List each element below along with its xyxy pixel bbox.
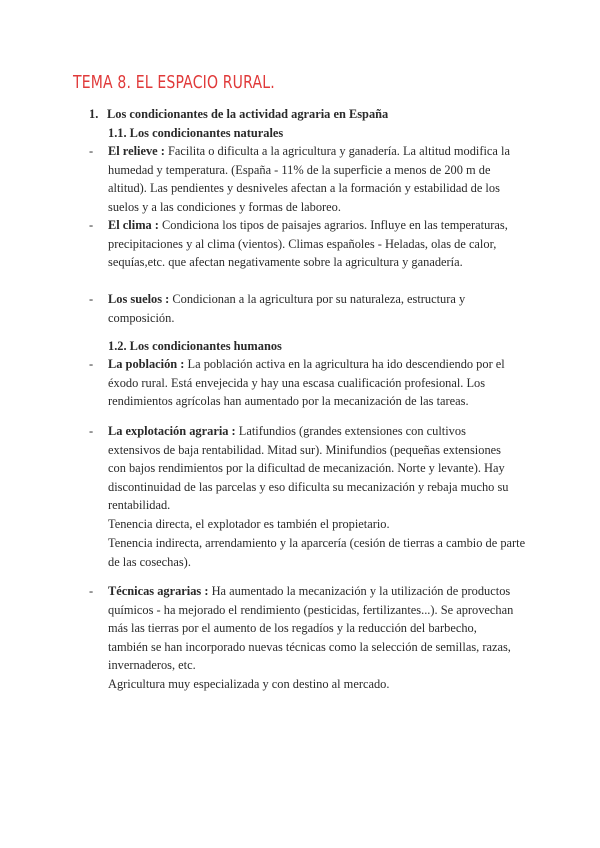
- item-text: Condiciona los tipos de paisajes agrarios. Influye en las temperaturas, precipitaciones y al clima (vientos). Climas españoles - Heladas, olas de calor, sequías,etc. que afectan negativamente sobre la agricultura y ganadería.: [108, 218, 508, 270]
- item-text: Condicionan a la agricultura por su naturaleza, estructura y composición.: [108, 292, 466, 325]
- subsection-natural-heading: 1.1. Los condicionantes naturales: [108, 126, 284, 140]
- item-label: Técnicas agrarias :: [108, 584, 209, 598]
- item-text: Latifundios (grandes extensiones con cultivos extensivos de baja rentabilidad. Mitad sur). Minifundios (pequeñas extensiones con bajos rendimientos por la dificultad de mecanización. Norte y levante). Hay discontinuidad de las parcelas y eso dificulta su mecanización y rebaja mucho su rentabilidad.: [108, 424, 509, 513]
- page-title: TEMA 8. EL ESPACIO RURAL.: [73, 72, 275, 93]
- item-text: La población activa en la agricultura ha ido descendiendo por el éxodo rural. Está envejecida y hay una escasa cualificación profesional. Los rendimientos agrícolas han aumentado por la mecanización de las tareas.: [108, 357, 505, 409]
- section-number: 1.: [89, 107, 99, 121]
- bullet-dash: -: [89, 357, 94, 371]
- bullet-dash: -: [89, 292, 94, 306]
- item-text: Ha aumentado la mecanización y la utilización de productos químicos - ha mejorado el rendimiento (pesticidas, fertilizantes...). Se aprovechan más las tierras por el aumento de los regadíos y la reducción del barbecho, también se han incorporado nuevas técnicas como la selección de semillas, razas, invernaderos, etc.: [108, 584, 514, 673]
- list-item-explotacion: [89, 422, 519, 515]
- list-item-relieve: [89, 142, 519, 216]
- section-heading: [89, 105, 388, 124]
- item-label: La explotación agraria :: [108, 424, 236, 438]
- tenencia-indirecta-text: Tenencia indirecta, arrendamiento y la aparcería (cesión de tierras a cambio de parte de las cosechas).: [108, 536, 526, 569]
- item-label: Los suelos :: [108, 292, 170, 306]
- list-item-tecnicas: [89, 582, 519, 675]
- bullet-dash: -: [89, 144, 94, 158]
- bullet-dash: -: [89, 584, 94, 598]
- bullet-dash: -: [89, 218, 94, 232]
- item-label: El clima :: [108, 218, 159, 232]
- subsection-human-heading: 1.2. Los condicionantes humanos: [108, 339, 282, 353]
- tenencia-directa-text: Tenencia directa, el explotador es también el propietario.: [108, 517, 390, 531]
- list-item-poblacion: [89, 355, 519, 411]
- bullet-dash: -: [89, 424, 94, 438]
- item-label: El relieve :: [108, 144, 165, 158]
- item-text: Facilita o dificulta a la agricultura y ganadería. La altitud modifica la humedad y temperatura. (España - 11% de la superficie a menos de 200 m de altitud). Las pendientes y desniveles afectan a la formación y estabilidad de los suelos y a las condiciones y formas de laboreo.: [108, 144, 510, 214]
- item-label: La población :: [108, 357, 185, 371]
- list-item-suelos: [89, 290, 519, 327]
- list-item-clima: [89, 216, 519, 272]
- agricultura-text: Agricultura muy especializada y con destino al mercado.: [108, 677, 390, 691]
- section-heading-text: Los condicionantes de la actividad agraria en España: [107, 107, 389, 121]
